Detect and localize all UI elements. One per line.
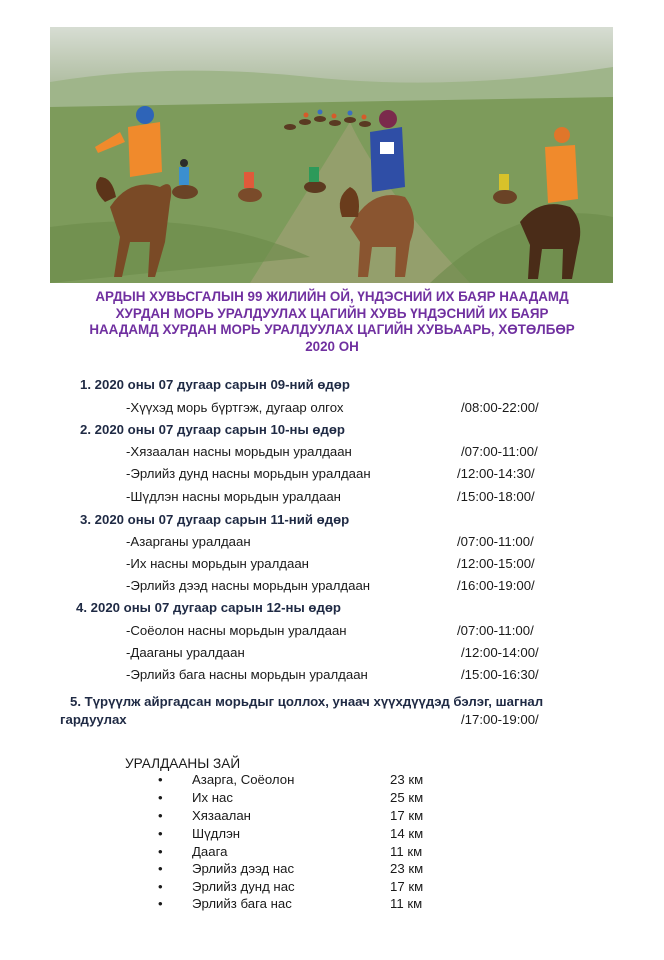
distance-row (0, 844, 664, 860)
bullet: • (158, 808, 163, 823)
distance-row (0, 790, 664, 806)
award-ceremony-time: /17:00-19:00/ (461, 712, 539, 727)
schedule-time: /12:00-14:30/ (457, 466, 535, 481)
schedule-time: /07:00-11:00/ (457, 623, 534, 638)
bullet: • (158, 826, 163, 841)
distance-value: 23 км (390, 772, 424, 787)
schedule-time: /15:00-16:30/ (461, 667, 539, 682)
schedule-time: /08:00-22:00/ (461, 400, 539, 415)
day-heading: 1. 2020 оны 07 дугаар сарын 09-ний өдөр (80, 377, 350, 392)
schedule-item: -Их насны морьдын уралдаан (126, 556, 309, 571)
distance-name: Хязаалан (192, 808, 251, 823)
distance-name: Эрлийз бага нас (192, 896, 292, 911)
bullet: • (158, 790, 163, 805)
schedule-item: -Хүүхэд морь бүртгэж, дугаар олгох (126, 400, 344, 415)
distance-name: Шүдлэн (192, 826, 241, 841)
schedule-item: -Хязаалан насны морьдын уралдаан (126, 444, 352, 459)
distance-row (0, 826, 664, 842)
day-heading: 3. 2020 оны 07 дугаар сарын 11-ний өдөр (80, 512, 350, 527)
distance-name: Эрлийз дээд нас (192, 861, 295, 876)
distance-name: Их нас (192, 790, 233, 805)
bullet: • (158, 879, 163, 894)
schedule-time: /12:00-15:00/ (457, 556, 535, 571)
distance-name: Даага (192, 844, 228, 859)
bullet: • (158, 896, 163, 911)
schedule-item: -Эрлийз дунд насны морьдын уралдаан (126, 466, 371, 481)
schedule-item: -Шүдлэн насны морьдын уралдаан (126, 489, 341, 504)
title-line: АРДЫН ХУВЬСГАЛЫН 99 ЖИЛИЙН ОЙ, ҮНДЭСНИЙ ИХ БАЯР НААДАМД (95, 289, 569, 304)
distance-value: 11 км (390, 844, 423, 859)
distance-value: 17 км (390, 808, 424, 823)
schedule-item: -Азарганы уралдаан (126, 534, 251, 549)
schedule-time: /12:00-14:00/ (461, 645, 539, 660)
distance-value: 14 км (390, 826, 424, 841)
distance-row (0, 896, 664, 912)
distance-row (0, 879, 664, 895)
bullet: • (158, 861, 163, 876)
schedule-time: /15:00-18:00/ (457, 489, 535, 504)
distance-row (0, 772, 664, 788)
distance-value: 17 км (390, 879, 424, 894)
distances-title: УРАЛДААНЫ ЗАЙ (125, 756, 241, 771)
schedule-time: /07:00-11:00/ (461, 444, 538, 459)
distance-value: 23 км (390, 861, 424, 876)
schedule-time: /07:00-11:00/ (457, 534, 534, 549)
title-line: 2020 ОН (305, 338, 359, 354)
title-line: НААДАМД ХУРДАН МОРЬ УРАЛДУУЛАХ ЦАГИЙН ХУВЬААРЬ, ХӨТӨЛБӨР (89, 322, 575, 337)
distance-value: 11 км (390, 896, 423, 911)
distance-name: Эрлийз дунд нас (192, 879, 295, 894)
bullet: • (158, 844, 163, 859)
schedule-time: /16:00-19:00/ (457, 578, 535, 593)
award-ceremony-line2: гардуулах (60, 712, 127, 727)
distance-value: 25 км (390, 790, 424, 805)
day-heading: 4. 2020 оны 07 дугаар сарын 12-ны өдөр (76, 600, 341, 615)
title-line: ХУРДАН МОРЬ УРАЛДУУЛАХ ЦАГИЙН ХУВЬ ҮНДЭСНИЙ ИХ БАЯР (115, 305, 549, 321)
schedule-item: -Эрлийз дээд насны морьдын уралдаан (126, 578, 371, 593)
schedule-item: -Дааганы уралдаан (126, 645, 245, 660)
distance-row (0, 861, 664, 877)
bullet: • (158, 772, 163, 787)
schedule-item: -Соёолон насны морьдын уралдаан (126, 623, 347, 638)
award-ceremony-line1: 5. Түрүүлж айргадсан морьдыг цоллох, унаач хүүхдүүдэд бэлэг, шагнал (70, 694, 544, 709)
day-heading: 2. 2020 оны 07 дугаар сарын 10-ны өдөр (80, 422, 345, 437)
distance-name: Азарга, Соёолон (192, 772, 295, 787)
schedule-item: -Эрлийз бага насны морьдын уралдаан (126, 667, 368, 682)
distance-row (0, 808, 664, 824)
